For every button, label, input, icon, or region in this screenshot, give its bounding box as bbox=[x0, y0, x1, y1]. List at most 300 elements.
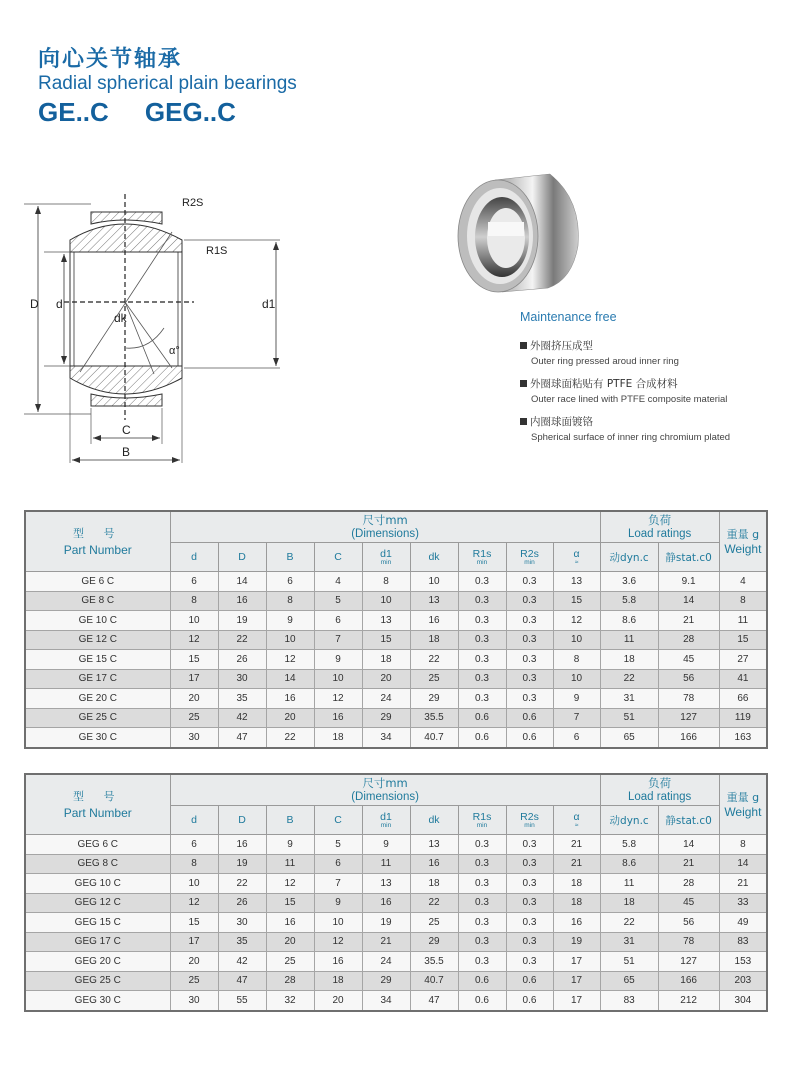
value-cell: 0.3 bbox=[458, 893, 506, 913]
value-cell: 32 bbox=[266, 991, 314, 1011]
label-dk: dk bbox=[114, 311, 127, 325]
table-row bbox=[25, 708, 767, 728]
col-qualifier: ≈ bbox=[574, 822, 579, 829]
value-cell: 22 bbox=[410, 893, 458, 913]
header-col-1 bbox=[218, 543, 266, 572]
value-cell: 31 bbox=[600, 689, 658, 709]
part-number-cell: GE 30 C bbox=[25, 728, 170, 748]
header-dimensions bbox=[170, 511, 600, 543]
header-weight bbox=[719, 511, 767, 572]
value-cell: 9 bbox=[553, 689, 600, 709]
feature-item bbox=[520, 376, 790, 405]
value-cell: 212 bbox=[658, 991, 719, 1011]
value-cell: 0.6 bbox=[458, 991, 506, 1011]
header-col-2 bbox=[266, 806, 314, 835]
value-cell: 18 bbox=[600, 893, 658, 913]
header-load-ratings bbox=[600, 511, 719, 543]
col-qualifier: min bbox=[524, 822, 535, 829]
part-number-cell: GE 20 C bbox=[25, 689, 170, 709]
feature-en: Outer ring pressed aroud inner ring bbox=[531, 356, 679, 367]
header-col-3 bbox=[314, 543, 362, 572]
value-cell: 13 bbox=[410, 591, 458, 611]
value-cell: 29 bbox=[410, 689, 458, 709]
value-cell: 42 bbox=[218, 952, 266, 972]
value-cell: 18 bbox=[410, 630, 458, 650]
value-cell: 8.6 bbox=[600, 854, 658, 874]
value-cell: 10 bbox=[266, 630, 314, 650]
value-cell: 25 bbox=[410, 913, 458, 933]
bearing-product-photo bbox=[450, 160, 590, 300]
value-cell: 15 bbox=[266, 893, 314, 913]
part-number-cell: GE 8 C bbox=[25, 591, 170, 611]
col-symbol: B bbox=[286, 814, 294, 826]
value-cell: 10 bbox=[410, 572, 458, 592]
col-symbol: α bbox=[573, 548, 580, 560]
col-symbol: C bbox=[334, 814, 342, 826]
value-cell: 18 bbox=[553, 874, 600, 894]
value-cell: 11 bbox=[266, 854, 314, 874]
value-cell: 66 bbox=[719, 689, 767, 709]
header-col-4 bbox=[362, 806, 410, 835]
value-cell: 19 bbox=[218, 611, 266, 631]
value-cell: 11 bbox=[362, 854, 410, 874]
outer-ring-bottom bbox=[91, 394, 162, 406]
value-cell: 16 bbox=[410, 854, 458, 874]
value-cell: 18 bbox=[314, 728, 362, 748]
value-cell: 15 bbox=[170, 650, 218, 670]
value-cell: 56 bbox=[658, 669, 719, 689]
value-cell: 40.7 bbox=[410, 728, 458, 748]
label-D: D bbox=[30, 297, 39, 311]
value-cell: 6 bbox=[170, 572, 218, 592]
value-cell: 17 bbox=[553, 991, 600, 1011]
bore bbox=[70, 252, 182, 366]
value-cell: 42 bbox=[218, 708, 266, 728]
value-cell: 8 bbox=[170, 591, 218, 611]
feature-cn: 外圈挤压成型 bbox=[530, 340, 593, 352]
value-cell: 16 bbox=[362, 893, 410, 913]
table-row bbox=[25, 913, 767, 933]
value-cell: 22 bbox=[266, 728, 314, 748]
value-cell: 16 bbox=[314, 952, 362, 972]
feature-item bbox=[520, 338, 790, 367]
dimensions-cn: 尺寸mm bbox=[362, 513, 408, 527]
value-cell: 16 bbox=[266, 689, 314, 709]
geg-c-spec-table bbox=[24, 773, 768, 1012]
value-cell: 51 bbox=[600, 708, 658, 728]
load-ratings-cn: 负荷 bbox=[648, 513, 672, 527]
value-cell: 25 bbox=[410, 669, 458, 689]
value-cell: 18 bbox=[600, 650, 658, 670]
header-part-number bbox=[25, 511, 170, 572]
value-cell: 0.3 bbox=[506, 650, 553, 670]
value-cell: 8.6 bbox=[600, 611, 658, 631]
value-cell: 17 bbox=[553, 952, 600, 972]
value-cell: 21 bbox=[658, 611, 719, 631]
value-cell: 0.3 bbox=[506, 689, 553, 709]
header-col-8 bbox=[553, 806, 600, 835]
col-qualifier: min bbox=[476, 559, 488, 566]
label-d1: d1 bbox=[262, 297, 276, 311]
header-col-2 bbox=[266, 543, 314, 572]
value-cell: 0.6 bbox=[506, 991, 553, 1011]
table-row bbox=[25, 971, 767, 991]
value-cell: 6 bbox=[266, 572, 314, 592]
part-number-en: Part Number bbox=[63, 805, 132, 820]
value-cell: 9 bbox=[362, 835, 410, 855]
value-cell: 16 bbox=[410, 611, 458, 631]
value-cell: 18 bbox=[314, 971, 362, 991]
value-cell: 12 bbox=[170, 893, 218, 913]
load-ratings-en: Load ratings bbox=[627, 528, 692, 540]
part-number-cn: 型 号 bbox=[73, 789, 123, 803]
header-col-6 bbox=[458, 806, 506, 835]
bearing-cross-section-diagram bbox=[24, 188, 304, 463]
value-cell: 47 bbox=[218, 971, 266, 991]
col-symbol: d1 bbox=[380, 811, 392, 823]
load-ratings-en: Load ratings bbox=[627, 791, 692, 803]
value-cell: 40.7 bbox=[410, 971, 458, 991]
header-col-1 bbox=[218, 806, 266, 835]
header-col-3 bbox=[314, 806, 362, 835]
value-cell: 13 bbox=[362, 611, 410, 631]
value-cell: 0.3 bbox=[458, 874, 506, 894]
weight-cn: 重量 g bbox=[726, 527, 760, 541]
table-row bbox=[25, 952, 767, 972]
table-row bbox=[25, 991, 767, 1011]
col-symbol: R2s bbox=[520, 548, 539, 560]
value-cell: 6 bbox=[553, 728, 600, 748]
part-number-cell: GEG 6 C bbox=[25, 835, 170, 855]
header-col-4 bbox=[362, 543, 410, 572]
value-cell: 28 bbox=[266, 971, 314, 991]
value-cell: 47 bbox=[410, 991, 458, 1011]
value-cell: 13 bbox=[553, 572, 600, 592]
value-cell: 0.3 bbox=[458, 835, 506, 855]
value-cell: 14 bbox=[658, 835, 719, 855]
value-cell: 166 bbox=[658, 971, 719, 991]
value-cell: 11 bbox=[719, 611, 767, 631]
col-symbol: dk bbox=[428, 551, 440, 563]
value-cell: 7 bbox=[314, 874, 362, 894]
header-stat: 静stat.c0 bbox=[658, 806, 719, 835]
value-cell: 12 bbox=[314, 932, 362, 952]
value-cell: 6 bbox=[314, 854, 362, 874]
value-cell: 0.6 bbox=[506, 708, 553, 728]
feature-cn: 外圈球面粘贴有 PTFE 合成材料 bbox=[530, 378, 678, 390]
value-cell: 0.3 bbox=[458, 572, 506, 592]
part-number-cell: GEG 20 C bbox=[25, 952, 170, 972]
col-symbol: R1s bbox=[472, 811, 492, 823]
value-cell: 15 bbox=[362, 630, 410, 650]
value-cell: 65 bbox=[600, 971, 658, 991]
value-cell: 10 bbox=[170, 874, 218, 894]
value-cell: 20 bbox=[266, 708, 314, 728]
label-C: C bbox=[122, 423, 131, 437]
outer-ring-top bbox=[91, 212, 162, 224]
col-symbol: R1s bbox=[472, 548, 492, 560]
value-cell: 0.3 bbox=[458, 669, 506, 689]
col-symbol: B bbox=[286, 551, 294, 563]
value-cell: 56 bbox=[658, 913, 719, 933]
value-cell: 12 bbox=[170, 630, 218, 650]
feature-item bbox=[520, 414, 790, 443]
value-cell: 12 bbox=[266, 650, 314, 670]
dimensions-en: (Dimensions) bbox=[351, 528, 419, 540]
table-row bbox=[25, 932, 767, 952]
value-cell: 22 bbox=[600, 913, 658, 933]
square-bullet-icon bbox=[520, 342, 527, 349]
table-row bbox=[25, 630, 767, 650]
value-cell: 22 bbox=[218, 630, 266, 650]
value-cell: 21 bbox=[658, 854, 719, 874]
value-cell: 22 bbox=[600, 669, 658, 689]
header-weight bbox=[719, 774, 767, 835]
value-cell: 24 bbox=[362, 689, 410, 709]
header-col-7 bbox=[506, 543, 553, 572]
value-cell: 0.3 bbox=[506, 611, 553, 631]
value-cell: 9 bbox=[314, 893, 362, 913]
value-cell: 19 bbox=[553, 932, 600, 952]
feature-cn: 内圈球面镀铬 bbox=[530, 416, 593, 428]
label-d: d bbox=[56, 297, 63, 311]
value-cell: 8 bbox=[362, 572, 410, 592]
value-cell: 9 bbox=[314, 650, 362, 670]
value-cell: 10 bbox=[362, 591, 410, 611]
value-cell: 0.6 bbox=[506, 971, 553, 991]
value-cell: 28 bbox=[658, 630, 719, 650]
feature-en: Spherical surface of inner ring chromium plated bbox=[531, 432, 731, 443]
value-cell: 0.3 bbox=[506, 854, 553, 874]
model-series: GE..C GEG..C bbox=[38, 97, 236, 127]
label-R1s: R1S bbox=[206, 245, 228, 257]
value-cell: 78 bbox=[658, 689, 719, 709]
part-number-cell: GE 6 C bbox=[25, 572, 170, 592]
header-col-6 bbox=[458, 543, 506, 572]
col-symbol: dk bbox=[428, 814, 440, 826]
value-cell: 0.3 bbox=[506, 835, 553, 855]
value-cell: 4 bbox=[314, 572, 362, 592]
table-row bbox=[25, 611, 767, 631]
part-number-cell: GE 12 C bbox=[25, 630, 170, 650]
feature-en: Outer race lined with PTFE composite material bbox=[531, 394, 728, 405]
col-symbol: d bbox=[191, 551, 197, 563]
value-cell: 8 bbox=[170, 854, 218, 874]
value-cell: 51 bbox=[600, 952, 658, 972]
value-cell: 13 bbox=[362, 874, 410, 894]
value-cell: 0.3 bbox=[506, 572, 553, 592]
value-cell: 29 bbox=[362, 971, 410, 991]
table-row bbox=[25, 572, 767, 592]
value-cell: 304 bbox=[719, 991, 767, 1011]
part-number-cell: GEG 12 C bbox=[25, 893, 170, 913]
value-cell: 29 bbox=[410, 932, 458, 952]
col-symbol: α bbox=[573, 811, 580, 823]
value-cell: 5.8 bbox=[600, 835, 658, 855]
value-cell: 45 bbox=[658, 893, 719, 913]
value-cell: 21 bbox=[553, 835, 600, 855]
value-cell: 0.3 bbox=[458, 611, 506, 631]
header-dyn: 动dyn.c bbox=[600, 543, 658, 572]
header-part-number bbox=[25, 774, 170, 835]
value-cell: 35 bbox=[218, 689, 266, 709]
header-col-5 bbox=[410, 806, 458, 835]
value-cell: 34 bbox=[362, 728, 410, 748]
weight-en: Weight bbox=[724, 804, 762, 819]
value-cell: 31 bbox=[600, 932, 658, 952]
col-symbol: R2s bbox=[520, 811, 539, 823]
value-cell: 29 bbox=[362, 708, 410, 728]
value-cell: 0.3 bbox=[506, 932, 553, 952]
value-cell: 21 bbox=[362, 932, 410, 952]
value-cell: 16 bbox=[314, 708, 362, 728]
value-cell: 17 bbox=[170, 932, 218, 952]
header-dyn: 动dyn.c bbox=[600, 806, 658, 835]
square-bullet-icon bbox=[520, 380, 527, 387]
value-cell: 22 bbox=[410, 650, 458, 670]
col-qualifier: ≈ bbox=[574, 559, 579, 566]
value-cell: 20 bbox=[362, 669, 410, 689]
value-cell: 11 bbox=[600, 630, 658, 650]
value-cell: 26 bbox=[218, 893, 266, 913]
header-load-ratings bbox=[600, 774, 719, 806]
value-cell: 9 bbox=[266, 611, 314, 631]
dimensions-en: (Dimensions) bbox=[351, 791, 419, 803]
value-cell: 20 bbox=[314, 991, 362, 1011]
value-cell: 0.3 bbox=[458, 913, 506, 933]
value-cell: 5 bbox=[314, 835, 362, 855]
value-cell: 49 bbox=[719, 913, 767, 933]
features-heading: Maintenance free bbox=[520, 310, 617, 324]
value-cell: 83 bbox=[719, 932, 767, 952]
value-cell: 0.3 bbox=[458, 630, 506, 650]
value-cell: 0.3 bbox=[506, 874, 553, 894]
value-cell: 25 bbox=[170, 708, 218, 728]
value-cell: 14 bbox=[658, 591, 719, 611]
weight-en: Weight bbox=[724, 541, 762, 556]
load-ratings-cn: 负荷 bbox=[648, 776, 672, 790]
value-cell: 16 bbox=[266, 913, 314, 933]
part-number-cn: 型 号 bbox=[73, 526, 123, 540]
value-cell: 12 bbox=[314, 689, 362, 709]
value-cell: 20 bbox=[170, 689, 218, 709]
value-cell: 19 bbox=[362, 913, 410, 933]
value-cell: 30 bbox=[170, 991, 218, 1011]
value-cell: 203 bbox=[719, 971, 767, 991]
value-cell: 0.3 bbox=[458, 932, 506, 952]
value-cell: 6 bbox=[314, 611, 362, 631]
label-alpha: α° bbox=[169, 345, 180, 357]
value-cell: 20 bbox=[266, 932, 314, 952]
value-cell: 41 bbox=[719, 669, 767, 689]
value-cell: 0.3 bbox=[506, 591, 553, 611]
value-cell: 12 bbox=[266, 874, 314, 894]
value-cell: 0.6 bbox=[458, 971, 506, 991]
value-cell: 0.3 bbox=[506, 893, 553, 913]
table-row bbox=[25, 591, 767, 611]
value-cell: 0.3 bbox=[458, 650, 506, 670]
title-english: Radial spherical plain bearings bbox=[38, 73, 297, 94]
value-cell: 6 bbox=[170, 835, 218, 855]
value-cell: 26 bbox=[218, 650, 266, 670]
value-cell: 19 bbox=[218, 854, 266, 874]
value-cell: 18 bbox=[553, 893, 600, 913]
value-cell: 13 bbox=[410, 835, 458, 855]
part-number-cell: GE 17 C bbox=[25, 669, 170, 689]
value-cell: 5 bbox=[314, 591, 362, 611]
value-cell: 25 bbox=[170, 971, 218, 991]
value-cell: 33 bbox=[719, 893, 767, 913]
col-symbol: C bbox=[334, 551, 342, 563]
value-cell: 30 bbox=[218, 669, 266, 689]
value-cell: 0.6 bbox=[458, 708, 506, 728]
part-number-cell: GEG 8 C bbox=[25, 854, 170, 874]
part-number-cell: GEG 17 C bbox=[25, 932, 170, 952]
value-cell: 0.6 bbox=[458, 728, 506, 748]
value-cell: 18 bbox=[410, 874, 458, 894]
value-cell: 55 bbox=[218, 991, 266, 1011]
part-number-cell: GE 10 C bbox=[25, 611, 170, 631]
value-cell: 119 bbox=[719, 708, 767, 728]
dimensions-cn: 尺寸mm bbox=[362, 776, 408, 790]
part-number-cell: GEG 15 C bbox=[25, 913, 170, 933]
value-cell: 7 bbox=[553, 708, 600, 728]
value-cell: 0.3 bbox=[458, 591, 506, 611]
part-number-cell: GEG 25 C bbox=[25, 971, 170, 991]
value-cell: 18 bbox=[362, 650, 410, 670]
value-cell: 83 bbox=[600, 991, 658, 1011]
label-B: B bbox=[122, 445, 131, 459]
value-cell: 47 bbox=[218, 728, 266, 748]
part-number-cell: GE 25 C bbox=[25, 708, 170, 728]
value-cell: 3.6 bbox=[600, 572, 658, 592]
value-cell: 14 bbox=[218, 572, 266, 592]
part-number-cell: GE 15 C bbox=[25, 650, 170, 670]
value-cell: 10 bbox=[553, 630, 600, 650]
table-row bbox=[25, 893, 767, 913]
value-cell: 35 bbox=[218, 932, 266, 952]
value-cell: 127 bbox=[658, 952, 719, 972]
value-cell: 0.3 bbox=[458, 689, 506, 709]
weight-cn: 重量 g bbox=[726, 790, 760, 804]
header-col-7 bbox=[506, 806, 553, 835]
value-cell: 16 bbox=[218, 835, 266, 855]
value-cell: 12 bbox=[553, 611, 600, 631]
value-cell: 9.1 bbox=[658, 572, 719, 592]
value-cell: 4 bbox=[719, 572, 767, 592]
table-row bbox=[25, 854, 767, 874]
table-row bbox=[25, 650, 767, 670]
table-row bbox=[25, 728, 767, 748]
value-cell: 10 bbox=[314, 669, 362, 689]
value-cell: 8 bbox=[553, 650, 600, 670]
value-cell: 27 bbox=[719, 650, 767, 670]
table-row bbox=[25, 874, 767, 894]
value-cell: 14 bbox=[266, 669, 314, 689]
part-number-cell: GEG 30 C bbox=[25, 991, 170, 1011]
value-cell: 28 bbox=[658, 874, 719, 894]
col-symbol: d1 bbox=[380, 548, 392, 560]
value-cell: 22 bbox=[218, 874, 266, 894]
value-cell: 16 bbox=[553, 913, 600, 933]
value-cell: 20 bbox=[170, 952, 218, 972]
col-symbol: d bbox=[191, 814, 197, 826]
col-qualifier: min bbox=[476, 822, 488, 829]
value-cell: 15 bbox=[553, 591, 600, 611]
value-cell: 21 bbox=[553, 854, 600, 874]
header-col-0 bbox=[170, 806, 218, 835]
table-row bbox=[25, 835, 767, 855]
